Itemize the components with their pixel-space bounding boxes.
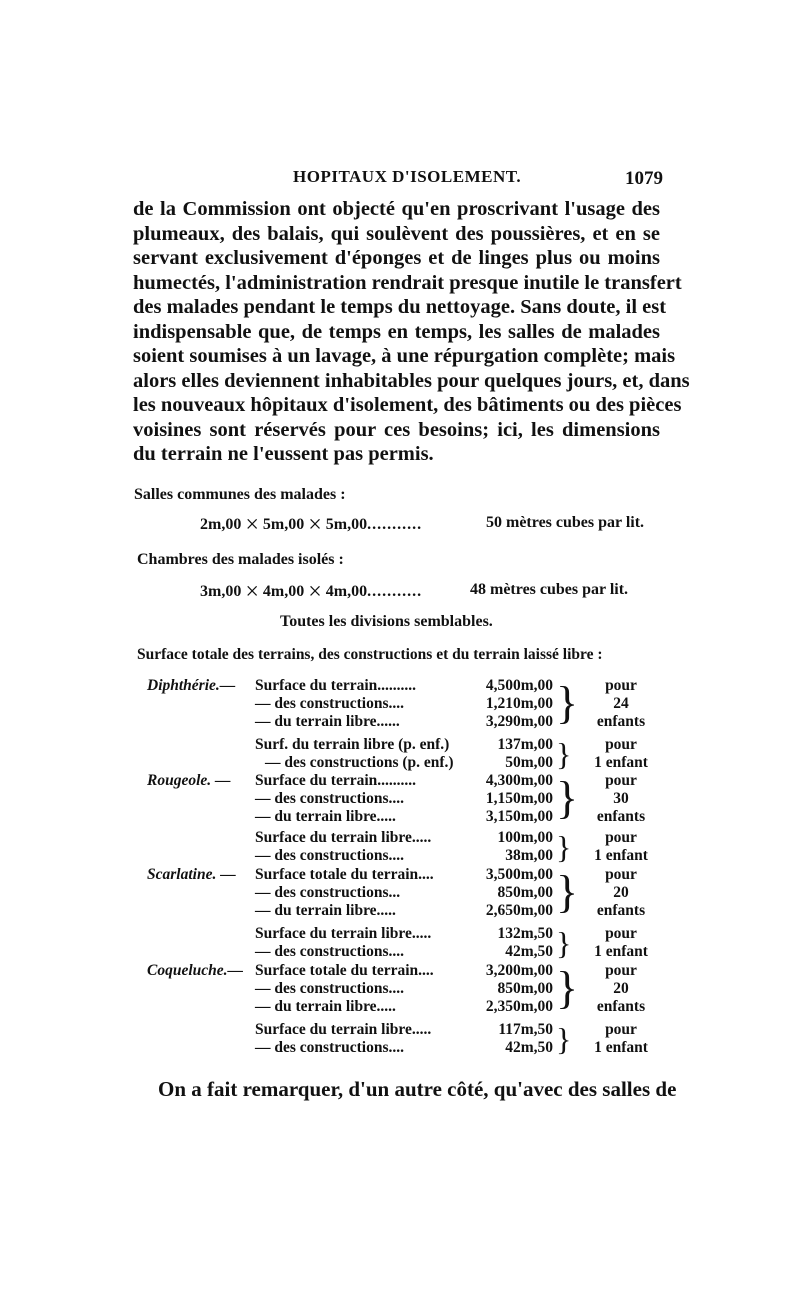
chambres-result: 48 mètres cubes par lit.: [470, 581, 629, 598]
note-line: 30: [613, 790, 629, 807]
row-desc: — du terrain libre.....: [255, 808, 396, 825]
dimension-value: 3m,00: [200, 583, 242, 600]
note-line: pour: [605, 925, 637, 942]
row-value: 4,300m,00: [485, 772, 553, 789]
row-value: 38m,00: [505, 847, 553, 864]
note-line: 1 enfant: [594, 1039, 648, 1056]
multiply-icon: ×: [308, 579, 322, 605]
row-desc: — des constructions....: [255, 790, 404, 807]
note-line: enfants: [596, 713, 646, 730]
row-desc: — des constructions....: [255, 980, 404, 997]
page-number: 1079: [625, 168, 663, 189]
row-desc: Surface du terrain libre.....: [255, 1021, 432, 1038]
body-paragraph: [133, 197, 690, 467]
note-line: enfants: [596, 808, 646, 825]
dimension-value: 5m,00: [262, 516, 305, 533]
note-line: 24: [613, 695, 629, 712]
row-value: 3,200m,00: [485, 962, 553, 979]
paragraph-line: alors elles deviennent inhabitables pour quelques jours, et, dans: [133, 369, 690, 392]
paragraph-line: servant exclusivement d'éponges et de linges plus ou moins: [133, 247, 660, 269]
row-desc: Surf. du terrain libre (p. enf.): [255, 736, 450, 753]
row-desc: — des constructions....: [255, 1039, 404, 1056]
row-desc: — des constructions...: [255, 884, 401, 901]
row-value: 3,150m,00: [485, 808, 553, 825]
chambres-dimensions: [200, 579, 422, 606]
paragraph-line: indispensable que, de temps en temps, les salles de malades: [133, 320, 660, 343]
row-value: 42m,50: [505, 943, 553, 960]
paragraph-line: soient soumises à un lavage, à une répurgation complète; mais: [133, 345, 676, 367]
row-value: 100m,00: [497, 829, 553, 846]
row-desc: — du terrain libre.....: [255, 998, 396, 1015]
brace-icon: }: [556, 736, 572, 772]
category-label: Coqueluche.—: [147, 962, 244, 979]
row-value: 117m,50: [498, 1021, 553, 1038]
multiply-icon: ×: [308, 512, 322, 538]
row-value: 2,350m,00: [485, 998, 553, 1015]
dimension-value: 5m,00: [325, 516, 368, 533]
row-desc: — du terrain libre......: [255, 713, 400, 730]
note-line: pour: [605, 772, 637, 789]
row-value: 2,650m,00: [485, 902, 553, 919]
salles-heading: Salles communes des malades :: [134, 486, 346, 503]
note-line: pour: [605, 736, 637, 753]
note-line: pour: [605, 962, 637, 979]
note-line: 1 enfant: [594, 943, 648, 960]
brace-icon: }: [556, 1021, 572, 1057]
note-line: 1 enfant: [594, 754, 648, 771]
note-line: 20: [613, 884, 629, 901]
note-line: pour: [605, 1021, 637, 1038]
row-value: 850m,00: [497, 980, 553, 997]
leader-dots: ...........: [367, 583, 423, 600]
row-desc: — des constructions....: [255, 695, 404, 712]
row-desc: — du terrain libre.....: [255, 902, 396, 919]
salles-result: 50 mètres cubes par lit.: [486, 514, 645, 531]
chambres-heading: Chambres des malades isolés :: [137, 551, 344, 568]
note-line: 1 enfant: [594, 847, 648, 864]
row-desc: — des constructions....: [255, 847, 404, 864]
paragraph-line: du terrain ne l'eussent pas permis.: [133, 443, 434, 465]
row-value: 42m,50: [505, 1039, 553, 1056]
leader-dots: ...........: [367, 516, 423, 533]
category-label: Rougeole. —: [147, 772, 231, 789]
category-label: Scarlatine. —: [147, 866, 236, 883]
continuation-line: On a fait remarquer, d'un autre côté, qu'avec des salles de: [158, 1077, 677, 1101]
dimension-value: 2m,00: [200, 516, 242, 533]
paragraph-line: des malades pendant le temps du nettoyage. Sans doute, il est: [133, 296, 667, 318]
brace-icon: }: [556, 925, 572, 961]
row-desc: Surface du terrain libre.....: [255, 925, 432, 942]
row-value: 132m,50: [497, 925, 553, 942]
note-line: pour: [605, 866, 637, 883]
row-desc: — des constructions (p. enf.): [265, 754, 454, 771]
row-value: 1,150m,00: [485, 790, 553, 807]
divisions-note: Toutes les divisions semblables.: [280, 613, 493, 630]
multiply-icon: ×: [245, 512, 259, 538]
row-desc: Surface du terrain..........: [255, 772, 417, 789]
row-value: 850m,00: [497, 884, 553, 901]
row-value: 4,500m,00: [485, 677, 553, 694]
note-line: pour: [605, 677, 637, 694]
note-line: 20: [613, 980, 629, 997]
note-line: pour: [605, 829, 637, 846]
brace-icon: }: [556, 866, 579, 917]
brace-icon: }: [556, 772, 579, 823]
row-value: 3,500m,00: [485, 866, 553, 883]
category-label: Diphthérie.—: [147, 677, 236, 694]
row-value: 137m,00: [497, 736, 553, 753]
brace-icon: }: [556, 677, 579, 728]
multiply-icon: ×: [245, 579, 259, 605]
note-line: enfants: [596, 998, 646, 1015]
row-value: 3,290m,00: [485, 713, 553, 730]
surface-heading: Surface totale des terrains, des constructions et du terrain laissé libre :: [137, 646, 603, 663]
paragraph-line: de la Commission ont objecté qu'en proscrivant l'usage des: [133, 198, 660, 220]
brace-icon: }: [556, 962, 579, 1013]
row-desc: Surface du terrain libre.....: [255, 829, 432, 846]
brace-icon: }: [556, 829, 572, 865]
dimension-value: 4m,00: [262, 583, 305, 600]
row-desc: — des constructions....: [255, 943, 404, 960]
salles-dimensions: [200, 512, 422, 539]
row-desc: Surface totale du terrain....: [255, 866, 434, 883]
row-desc: Surface du terrain..........: [255, 677, 417, 694]
dimension-value: 4m,00: [325, 583, 368, 600]
row-desc: Surface totale du terrain....: [255, 962, 434, 979]
row-value: 50m,00: [505, 754, 553, 771]
paragraph-line: voisines sont réservés pour ces besoins; ici, les dimensions: [133, 418, 660, 441]
row-value: 1,210m,00: [485, 695, 553, 712]
paragraph-line: les nouveaux hôpitaux d'isolement, des bâtiments ou des pièces: [133, 394, 682, 416]
paragraph-line: plumeaux, des balais, qui soulèvent des poussières, et en se: [133, 222, 660, 245]
paragraph-line: humectés, l'administration rendrait presque inutile le transfert: [133, 271, 682, 294]
note-line: enfants: [596, 902, 646, 919]
running-header: HOPITAUX D'ISOLEMENT.: [293, 167, 522, 186]
